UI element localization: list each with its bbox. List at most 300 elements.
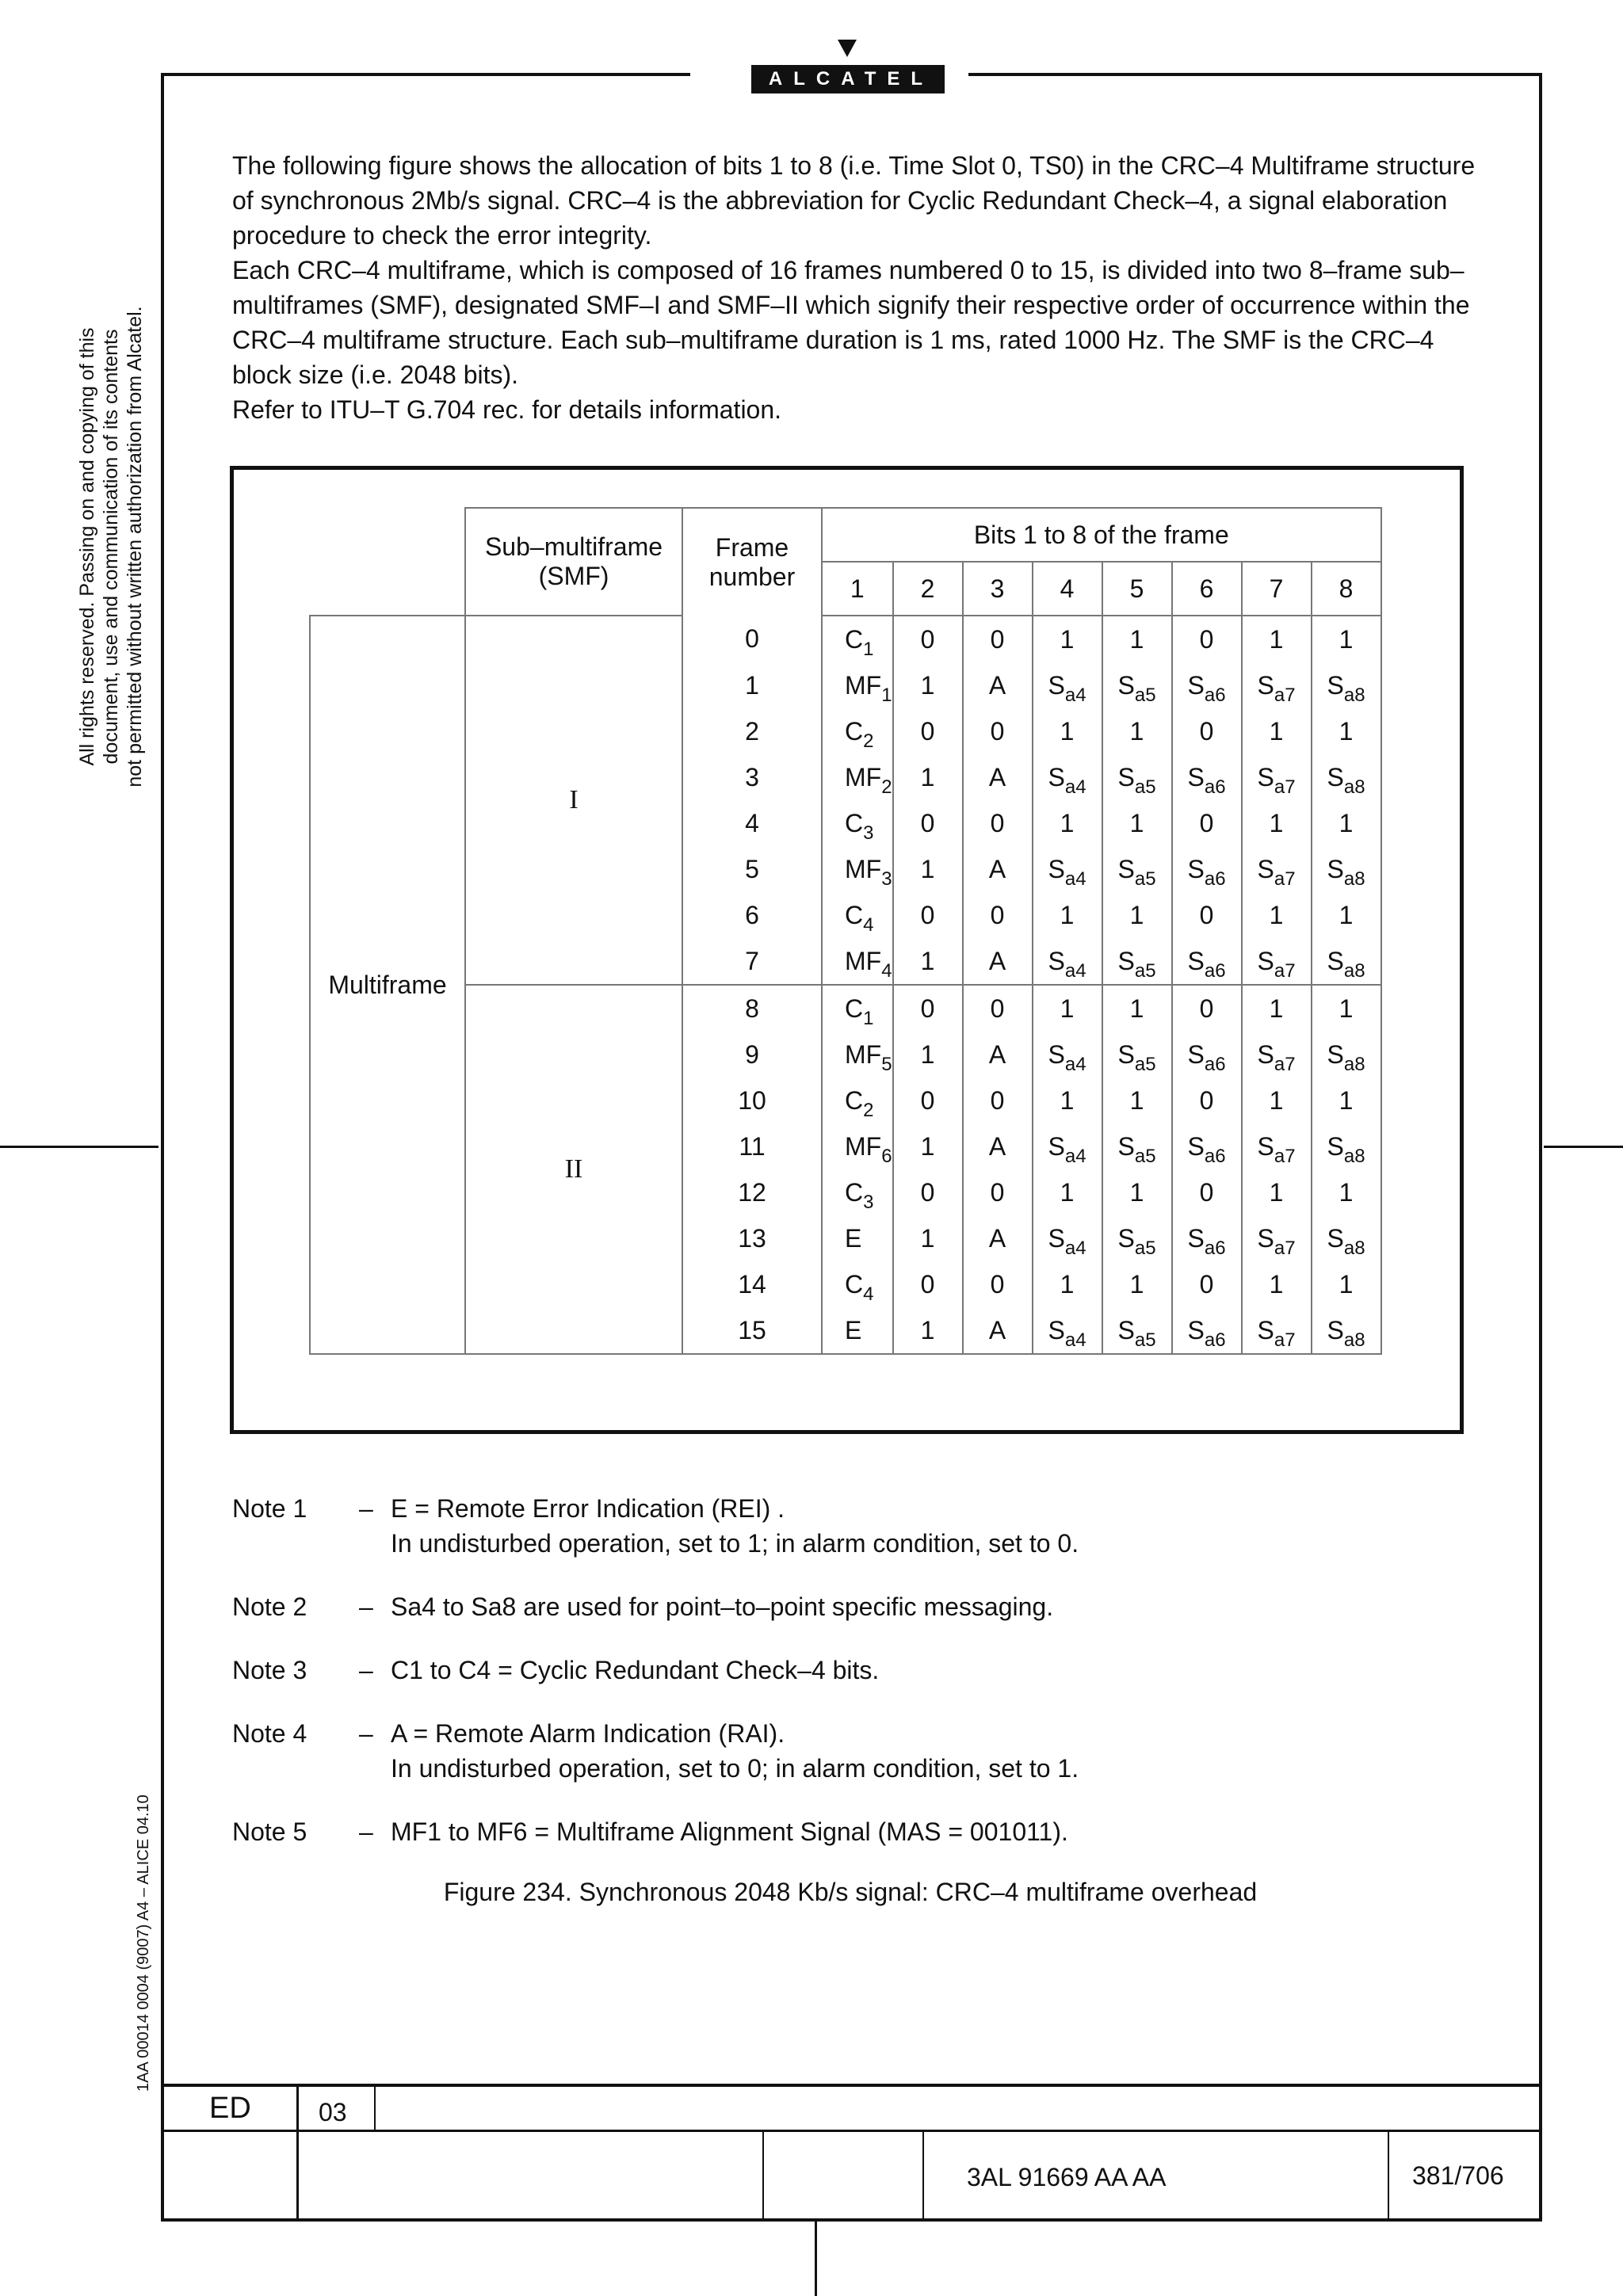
frame-number: 9 [682, 1032, 822, 1077]
bit-cell [1033, 754, 1102, 800]
bit-cell [1172, 938, 1242, 985]
bit-value: 1 [1269, 900, 1284, 929]
note-line: A = Remote Alarm Indication (RAI). [391, 1719, 785, 1748]
bit-cell [1033, 1032, 1102, 1077]
bit-cell [963, 985, 1033, 1032]
bit-value: 1 [1338, 716, 1354, 746]
bit-value: 0 [990, 624, 1005, 654]
notes [232, 1491, 1468, 1878]
bit-cell [822, 985, 893, 1032]
bit-cell [1242, 662, 1312, 708]
bit-value: A [988, 1039, 1006, 1069]
bit-cell [1242, 1077, 1312, 1123]
frame-number: 8 [682, 985, 822, 1032]
bit-subscript: 5 [881, 1053, 892, 1075]
footer-divider [296, 2084, 299, 2222]
bit-value: S [1257, 1039, 1274, 1069]
bit-cell [1033, 800, 1102, 846]
bit-subscript: 3 [881, 868, 892, 890]
footer-divider [922, 2131, 924, 2222]
note-item [232, 1491, 1468, 1561]
bit-value: 0 [920, 1269, 935, 1299]
note-label: Note 5 [232, 1817, 307, 1846]
frame-number: 2 [682, 708, 822, 754]
bit-cell [1172, 1123, 1242, 1169]
bit-cell [1242, 800, 1312, 846]
rights-line: All rights reserved. Passing on and copying of this [76, 327, 98, 766]
bit-cell [1312, 938, 1381, 985]
bit-cell [822, 846, 893, 892]
bit-cell [963, 892, 1033, 938]
bit-cell [1242, 1261, 1312, 1307]
bit-cell [963, 1032, 1033, 1077]
bit-cell [1242, 1032, 1312, 1077]
bit-cell [1242, 892, 1312, 938]
bit-cell [1102, 938, 1172, 985]
bit-cell [893, 1169, 963, 1215]
bit-value: 1 [1060, 1177, 1075, 1207]
frame-number: 12 [682, 1169, 822, 1215]
bit-value: 0 [920, 716, 935, 746]
bit-value: A [988, 1315, 1006, 1344]
bit-value: 0 [990, 1085, 1005, 1115]
bit-cell [1312, 1215, 1381, 1261]
bit-cell [1242, 846, 1312, 892]
bit-subscript: a6 [1204, 684, 1226, 706]
bit-cell [1172, 892, 1242, 938]
bit-value: S [1187, 762, 1205, 791]
note-text [391, 1491, 1079, 1561]
bit-subscript: a4 [1064, 868, 1086, 890]
frame-number: 4 [682, 800, 822, 846]
bit-cell [1172, 1261, 1242, 1307]
bit-cell [963, 1261, 1033, 1307]
bit-cell [1102, 846, 1172, 892]
bit-value: 1 [1129, 808, 1144, 837]
bit-cell [1312, 846, 1381, 892]
bit-cell [1102, 985, 1172, 1032]
page-frame-top [161, 73, 690, 76]
header-bit-col: 5 [1102, 562, 1172, 616]
bit-value: 0 [1199, 900, 1214, 929]
bit-value: 1 [1060, 716, 1075, 746]
header-smf [465, 508, 682, 616]
bit-cell [963, 938, 1033, 985]
header-bits: Bits 1 to 8 of the frame [822, 508, 1381, 562]
bit-value: 0 [1199, 994, 1214, 1023]
bit-cell [822, 800, 893, 846]
bit-subscript: a7 [1274, 1145, 1296, 1167]
bit-cell [1172, 616, 1242, 662]
bit-value: S [1048, 1315, 1065, 1344]
crc4-multiframe-table [309, 507, 1382, 1355]
bit-subscript: a6 [1204, 868, 1226, 890]
bit-cell [822, 1077, 893, 1123]
bit-cell [1033, 708, 1102, 754]
bit-cell [1312, 1169, 1381, 1215]
bit-value: 1 [920, 854, 935, 883]
bit-cell [1312, 892, 1381, 938]
frame-number: 1 [682, 662, 822, 708]
bit-cell [893, 616, 963, 662]
bit-cell [822, 892, 893, 938]
footer-divider [374, 2084, 376, 2131]
bit-value: 1 [1269, 994, 1284, 1023]
fold-mark-right [1544, 1146, 1623, 1148]
bit-cell [1102, 1169, 1172, 1215]
bit-value: S [1048, 670, 1065, 700]
bit-value: S [1187, 854, 1205, 883]
bit-value: S [1117, 1039, 1135, 1069]
bit-subscript: a7 [1274, 1237, 1296, 1259]
bit-value: 0 [1199, 716, 1214, 746]
note-line: MF1 to MF6 = Multiframe Alignment Signal (MAS = 001011). [391, 1817, 1068, 1846]
bit-value: 1 [1338, 1085, 1354, 1115]
bit-cell [893, 662, 963, 708]
bit-value: S [1257, 854, 1274, 883]
bit-subscript: 2 [881, 776, 892, 798]
note-item [232, 1814, 1468, 1849]
bit-value: 1 [1129, 900, 1144, 929]
bit-cell [1312, 616, 1381, 662]
bit-value: 1 [1269, 1269, 1284, 1299]
fold-mark-left [0, 1146, 158, 1148]
bit-value: 0 [990, 716, 1005, 746]
edition-label: ED [209, 2092, 251, 2125]
bit-cell [822, 1215, 893, 1261]
bit-subscript: a8 [1343, 959, 1365, 982]
frame-number: 11 [682, 1123, 822, 1169]
bit-subscript: a5 [1134, 1329, 1156, 1351]
logo-triangle-icon [838, 40, 857, 57]
bit-value: 1 [920, 670, 935, 700]
frame-number: 14 [682, 1261, 822, 1307]
table-row [310, 616, 1381, 662]
bit-cell [1312, 985, 1381, 1032]
bit-subscript: 2 [863, 730, 874, 752]
bit-cell [963, 800, 1033, 846]
bit-cell [893, 800, 963, 846]
header-bit-col: 1 [822, 562, 893, 616]
bit-subscript: 3 [863, 1191, 874, 1213]
bit-subscript: 1 [863, 1007, 874, 1029]
bit-cell [1172, 1032, 1242, 1077]
bit-value: S [1327, 1131, 1344, 1161]
bit-cell [963, 616, 1033, 662]
bit-subscript: 2 [863, 1099, 874, 1121]
intro-paragraph: Refer to ITU–T G.704 rec. for details information. [232, 395, 782, 424]
note-line: In undisturbed operation, set to 1; in alarm condition, set to 0. [391, 1529, 1079, 1558]
note-text [391, 1814, 1068, 1849]
bit-cell [822, 1307, 893, 1354]
bit-cell [1033, 1261, 1102, 1307]
bit-cell [963, 754, 1033, 800]
bit-subscript: a6 [1204, 776, 1226, 798]
bit-value: S [1048, 946, 1065, 975]
bit-subscript: a7 [1274, 1053, 1296, 1075]
note-dash: – [359, 1592, 373, 1621]
header-bit-col: 3 [963, 562, 1033, 616]
bit-cell [1033, 892, 1102, 938]
note-line: E = Remote Error Indication (REI) . [391, 1494, 785, 1523]
bit-value: S [1117, 1223, 1135, 1253]
bit-cell [822, 754, 893, 800]
bit-value: S [1117, 854, 1135, 883]
bit-cell [1033, 1169, 1102, 1215]
bit-cell [1312, 754, 1381, 800]
bit-value: 1 [920, 1131, 935, 1161]
bit-subscript: a6 [1204, 1145, 1226, 1167]
bit-value: MF [845, 1039, 882, 1069]
bit-cell [1242, 616, 1312, 662]
note-text [391, 1589, 1053, 1624]
bit-cell [893, 892, 963, 938]
header-frame-line: number [708, 562, 796, 591]
bit-value: A [988, 1223, 1006, 1253]
bit-value: 0 [920, 900, 935, 929]
bit-value: 0 [920, 1177, 935, 1207]
bit-value: C [845, 716, 864, 746]
bit-subscript: a7 [1274, 1329, 1296, 1351]
note-item [232, 1716, 1468, 1786]
bit-value: C [845, 1177, 864, 1207]
bit-value: 0 [1199, 1085, 1214, 1115]
bit-cell [963, 1307, 1033, 1354]
bit-subscript: a5 [1134, 1145, 1156, 1167]
table-row [310, 985, 1381, 1032]
bit-cell [1242, 1307, 1312, 1354]
bit-cell [1033, 662, 1102, 708]
bit-subscript: a8 [1343, 1145, 1365, 1167]
bit-subscript: a4 [1064, 959, 1086, 982]
page-frame-bottom [161, 2218, 1542, 2222]
frame-number: 0 [682, 616, 822, 662]
bit-value: S [1117, 1315, 1135, 1344]
bit-value: E [845, 1315, 862, 1344]
figure-caption: Figure 234. Synchronous 2048 Kb/s signal: CRC–4 multiframe overhead [443, 1878, 1258, 1906]
bit-value: E [845, 1223, 862, 1253]
bit-value: S [1257, 670, 1274, 700]
bit-cell [1102, 1307, 1172, 1354]
bit-subscript: 4 [863, 1283, 874, 1305]
bit-value: C [845, 994, 864, 1023]
bit-value: S [1187, 670, 1205, 700]
note-item [232, 1589, 1468, 1624]
header-smf-line: (SMF) [538, 562, 609, 590]
bit-value: S [1327, 1223, 1344, 1253]
note-dash: – [359, 1719, 373, 1748]
bit-value: S [1327, 670, 1344, 700]
bit-cell [1033, 985, 1102, 1032]
bit-cell [1102, 754, 1172, 800]
bit-cell [1242, 1169, 1312, 1215]
bit-cell [1102, 892, 1172, 938]
bit-subscript: a7 [1274, 959, 1296, 982]
footer-divider [762, 2131, 764, 2222]
bit-value: 1 [1269, 808, 1284, 837]
bit-value: 0 [1199, 624, 1214, 654]
bit-value: S [1327, 854, 1344, 883]
bit-value: 0 [920, 624, 935, 654]
bit-value: S [1257, 946, 1274, 975]
alcatel-logo: ALCATEL [751, 65, 945, 93]
page-frame-top [968, 73, 1542, 76]
note-line: Sa4 to Sa8 are used for point–to–point specific messaging. [391, 1592, 1054, 1621]
bit-cell [963, 1169, 1033, 1215]
frame-number: 3 [682, 754, 822, 800]
bit-value: C [845, 624, 864, 654]
bit-cell [822, 708, 893, 754]
bit-value: S [1327, 1039, 1344, 1069]
bit-subscript: a4 [1064, 1329, 1086, 1351]
bit-cell [1312, 662, 1381, 708]
bit-value: C [845, 808, 864, 837]
bit-cell [822, 1169, 893, 1215]
bit-value: 1 [920, 946, 935, 975]
bit-value: S [1048, 854, 1065, 883]
intro-paragraph: Each CRC–4 multiframe, which is composed of 16 frames numbered 0 to 15, is divided into two 8–frame sub–multiframes (SMF), designated SMF–I and SMF–II which signify their respective order of occurrence within the CRC–4 multiframe structure. Each sub–multiframe duration is 1 ms, rated 1000 Hz. The SMF is the CRC–4 block size (i.e. 2048 bits). [232, 256, 1470, 389]
bit-value: 1 [1129, 1177, 1144, 1207]
bit-value: 1 [920, 1039, 935, 1069]
bit-cell [1312, 1123, 1381, 1169]
bit-cell [1102, 1261, 1172, 1307]
bit-value: MF [845, 946, 882, 975]
bit-cell [1102, 1032, 1172, 1077]
table-corner [310, 508, 465, 616]
bit-subscript: a4 [1064, 1053, 1086, 1075]
page-frame-left [161, 73, 164, 2222]
bit-cell [963, 846, 1033, 892]
bit-cell [1242, 938, 1312, 985]
bit-subscript: 4 [863, 913, 874, 936]
bit-value: 1 [1129, 716, 1144, 746]
bit-value: S [1048, 1223, 1065, 1253]
bit-value: 1 [1060, 1269, 1075, 1299]
bit-cell [1312, 1032, 1381, 1077]
bit-value: S [1257, 1131, 1274, 1161]
frame-number: 15 [682, 1307, 822, 1354]
bit-value: 1 [920, 762, 935, 791]
bit-subscript: a5 [1134, 776, 1156, 798]
bit-subscript: 1 [881, 684, 892, 706]
bit-cell [893, 985, 963, 1032]
bit-subscript: a6 [1204, 1237, 1226, 1259]
bit-subscript: a5 [1134, 684, 1156, 706]
note-dash: – [359, 1494, 373, 1523]
bit-value: S [1048, 1039, 1065, 1069]
bit-value: S [1257, 762, 1274, 791]
note-line: In undisturbed operation, set to 0; in alarm condition, set to 1. [391, 1754, 1079, 1783]
bit-cell [963, 708, 1033, 754]
header-bit-col: 7 [1242, 562, 1312, 616]
bit-value: S [1048, 1131, 1065, 1161]
bit-value: 0 [920, 1085, 935, 1115]
bit-cell [1312, 1307, 1381, 1354]
bit-cell [1312, 800, 1381, 846]
bit-cell [1312, 708, 1381, 754]
bit-cell [1102, 616, 1172, 662]
header-bit-col: 2 [893, 562, 963, 616]
bit-value: 0 [1199, 808, 1214, 837]
bit-subscript: a4 [1064, 1145, 1086, 1167]
bit-value: 1 [1060, 900, 1075, 929]
bit-value: S [1117, 670, 1135, 700]
bit-subscript: a5 [1134, 1053, 1156, 1075]
bit-cell [1172, 1215, 1242, 1261]
bit-value: 1 [1338, 808, 1354, 837]
multiframe-label: Multiframe [310, 616, 465, 1354]
bit-subscript: a7 [1274, 868, 1296, 890]
bit-value: A [988, 854, 1006, 883]
bit-value: S [1187, 1039, 1205, 1069]
bit-value: 0 [990, 1269, 1005, 1299]
bit-cell [893, 1123, 963, 1169]
bit-value: S [1327, 1315, 1344, 1344]
page-number: 381/706 [1412, 2161, 1504, 2190]
bit-cell [893, 1215, 963, 1261]
bit-value: C [845, 1085, 864, 1115]
bit-value: 1 [1060, 808, 1075, 837]
bit-cell [1102, 662, 1172, 708]
note-text [391, 1716, 1079, 1786]
bit-value: A [988, 946, 1006, 975]
bit-value: S [1117, 1131, 1135, 1161]
bit-value: 0 [1199, 1177, 1214, 1207]
bit-cell [1172, 846, 1242, 892]
note-item [232, 1653, 1468, 1688]
bit-value: S [1257, 1315, 1274, 1344]
note-line: C1 to C4 = Cyclic Redundant Check–4 bits. [391, 1656, 880, 1684]
bit-cell [1102, 708, 1172, 754]
header-bit-col: 6 [1172, 562, 1242, 616]
bit-cell [1033, 1307, 1102, 1354]
bit-value: 1 [1129, 624, 1144, 654]
bit-value: 0 [990, 994, 1005, 1023]
note-dash: – [359, 1817, 373, 1846]
frame-number: 6 [682, 892, 822, 938]
bit-value: MF [845, 854, 882, 883]
frame-number: 13 [682, 1215, 822, 1261]
bit-value: 1 [1338, 624, 1354, 654]
bit-cell [1242, 754, 1312, 800]
document-code: 3AL 91669 AA AA [967, 2163, 1167, 2191]
bit-value: 1 [920, 1315, 935, 1344]
bit-cell [822, 616, 893, 662]
bit-cell [1172, 708, 1242, 754]
bit-cell [1172, 662, 1242, 708]
bit-cell [1242, 708, 1312, 754]
bit-cell [1033, 1215, 1102, 1261]
bit-value: A [988, 762, 1006, 791]
document-code-side: 1AA 00014 0004 (9007) A4 – ALICE 04.10 [135, 1794, 152, 2092]
header-frame-number [682, 508, 822, 616]
bit-value: MF [845, 670, 882, 700]
footer-rule [161, 2130, 1542, 2132]
bit-subscript: a8 [1343, 684, 1365, 706]
bit-cell [893, 754, 963, 800]
bit-subscript: a5 [1134, 868, 1156, 890]
bit-value: 1 [1269, 624, 1284, 654]
note-text [391, 1653, 879, 1688]
intro-text [232, 148, 1476, 427]
bit-cell [1312, 1261, 1381, 1307]
note-dash: – [359, 1656, 373, 1684]
bit-value: 1 [1338, 994, 1354, 1023]
bit-value: S [1048, 762, 1065, 791]
bit-value: 0 [1199, 1269, 1214, 1299]
header-smf-line: Sub–multiframe [484, 532, 663, 561]
bit-cell [1172, 1169, 1242, 1215]
